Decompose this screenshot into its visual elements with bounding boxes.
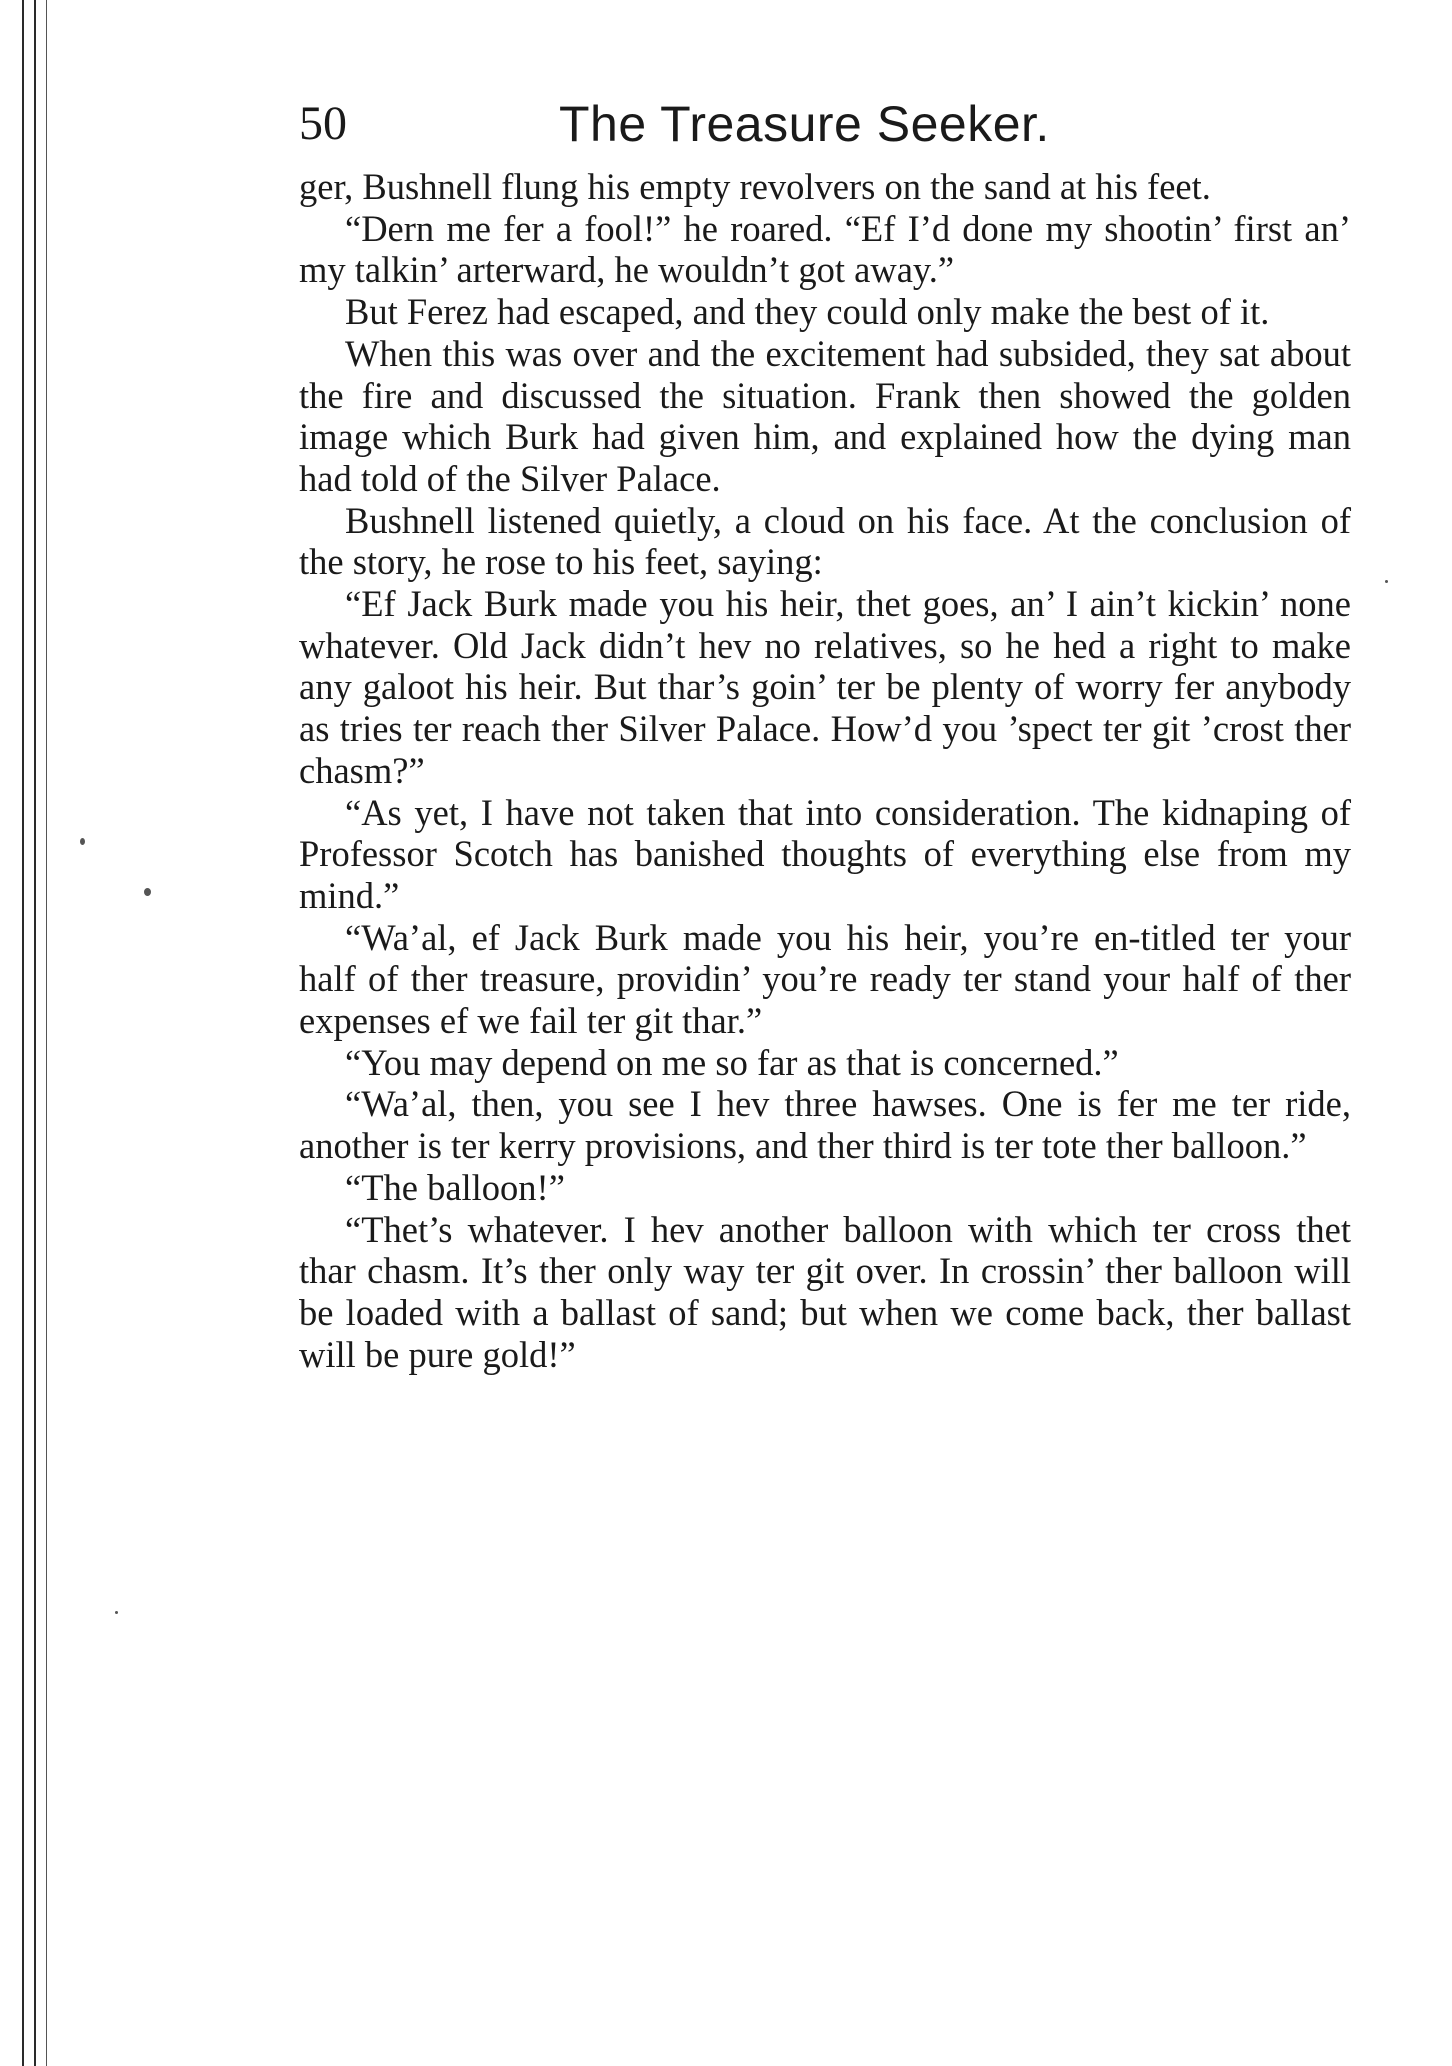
paragraph: “Ef Jack Burk made you his heir, thet goes, an’ I ain’t kickin’ none whatever. Old Jack didn’t hev no relatives, so he hed a right to make any galoot his heir. But thar’s goin’ ter be plenty of worry fer anybody as tries ter reach ther Silver Palace. How’d you ’spect ter git ’crost ther chasm?”: [299, 583, 1351, 791]
book-title: The Treasure Seeker.: [559, 96, 1050, 152]
binding-edge-line: [34, 0, 36, 2066]
paragraph: “As yet, I have not taken that into consideration. The kidnaping of Professor Scotch has banished thoughts of everything else from my mind.”: [299, 791, 1351, 916]
paragraph: “The balloon!”: [345, 1166, 565, 1208]
paragraph: “You may depend on me so far as that is concerned.”: [345, 1041, 1119, 1083]
paragraph: “Wa’al, then, you see I hev three hawses. One is fer me ter ride, another is ter kerry provisions, and ther third is ter tote ther balloon.”: [299, 1083, 1351, 1167]
running-head: [299, 88, 1351, 160]
paragraph: “Thet’s whatever. I hev another balloon with which ter cross thet thar chasm. It’s ther only way ter git over. In crossin’ ther balloon will be loaded with a ballast of sand; but when we come back, ther ballast will be pure gold!”: [299, 1208, 1351, 1375]
binding-edge-line: [46, 0, 47, 2066]
ink-speck: [115, 1611, 118, 1614]
paragraph: ger, Bushnell flung his empty revolvers on the sand at his feet.: [299, 166, 1211, 207]
ink-speck: [80, 838, 85, 845]
book-page: [299, 88, 1351, 1375]
paragraph: Bushnell listened quietly, a cloud on his face. At the conclusion of the story, he rose to his feet, saying:: [299, 499, 1351, 583]
paragraph: But Ferez had escaped, and they could only make the best of it.: [345, 291, 1270, 333]
page-number: 50: [299, 97, 347, 150]
ink-speck: [144, 888, 151, 896]
paragraph: “Wa’al, ef Jack Burk made you his heir, you’re en-titled ter your half of ther treasure, providin’ you’re ready ter stand your half of ther expenses ef we fail ter git thar.”: [299, 916, 1351, 1042]
ink-speck: [1385, 580, 1388, 583]
paragraph: “Dern me fer a fool!” he roared. “Ef I’d done my shootin’ first an’ my talkin’ arterward, he wouldn’t got away.”: [299, 207, 1351, 291]
paragraph: When this was over and the excitement had subsided, they sat about the fire and discussed the situation. Frank then showed the golden image which Burk had given him, and explained how the dying man had told of the Silver Palace.: [299, 332, 1351, 499]
binding-edge-line: [22, 0, 24, 2066]
